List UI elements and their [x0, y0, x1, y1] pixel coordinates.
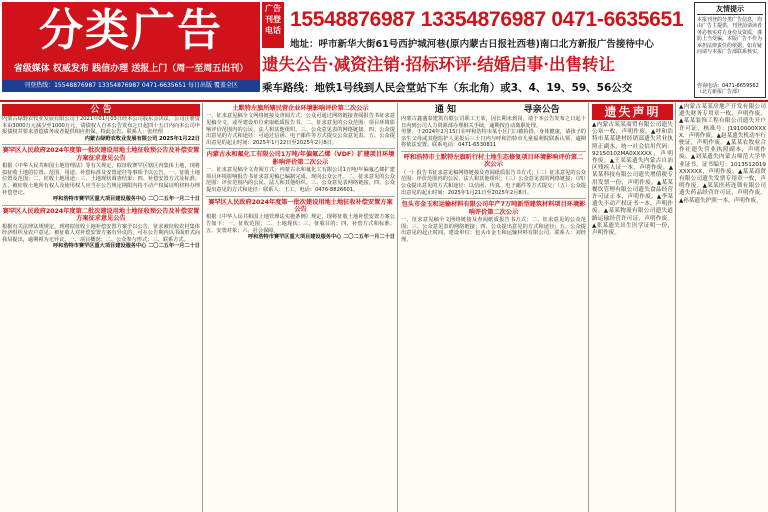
lost-notices-text: ▲内蒙古某某房地产开发有限公司遗失财务专用章一枚，声明作废。▲某某装饰工程有限公司遗失开户许可证，核准号：J1910000XXXX，声明作废。▲赵某遗失机动车行驶证，声明作废。▲某某农牧业合作社遗失营业执照副本，声明作废。▲刘某遗失内蒙古师范大学毕业证书，证书编号：1013512019XXXXXX，声明作废。▲某某商贸有限公司遗失发票专用章一枚，声明作废。▲某某医药连锁有限公司遗失药品经营许可证，声明作废。▲孙某遗失护照一本，声明作废。	[679, 104, 766, 204]
column-3-heads	[401, 104, 586, 116]
transit-route: 乘车路线：地铁1号线到人民会堂站下车（东北角）或3、4、19、59、56公交	[262, 82, 633, 94]
friendly-tip-box	[694, 2, 766, 98]
notice-title: 赛罕区人民政府2024年度第二批次建设用地土地征收预公告及补偿安置方案征求意见公告	[2, 207, 200, 223]
column-2	[204, 103, 398, 512]
section-head-announcement: 公 告	[2, 104, 200, 116]
masthead	[0, 0, 768, 100]
notice-title: 赛罕区人民政府2024年度第一批次建设用地土地征收预公告及补偿安置方案征求意见公告	[2, 147, 200, 162]
divider	[2, 144, 200, 145]
blue-info-strip: 刊登热线：15548876987 13354876987 0471-6635651 每日出版 覆盖全区	[2, 80, 260, 92]
tip-footer: 咨询电话：0471-6659562（北方新报广告部）	[697, 83, 759, 95]
notice-text: 根据《中华人民共和国土地管理法》等有关规定，拟征收赛罕区辖区内集体土地，现将拟征收土地的位置、范围、用途、补偿标准及安置途径等事项予以公告。一、征收土地位置及范围；二、征收土地用途；三、土地现状调查结果；四、补偿安置方式及标准；五、被征收土地所有权人及使用权人应当在公告规定期限内持不动产权属证明材料办理补偿登记。	[2, 163, 200, 196]
notice-text: （一）报告书征求意见稿网络链接及查阅纸质报告书方式；（二）征求意见的公众范围：评价范围内的公民、法人和其他组织；（三）公众意见表的网络链接；（四）公众提出意见的方式和途径：以信函、传真、电子邮件等方式提交；（五）公众提出意见的起止时间：2025年1月21日至2025年2月8日。	[401, 169, 586, 196]
services-list: 遗失公告·减资注销·招标环评·结婚启事·出售转让	[262, 55, 615, 74]
phone-label: 广告刊登电话	[262, 2, 284, 48]
notice-title: 呼和浩特市土默特左旗昕行村土地生态修复项目环境影响评价第二次公示	[403, 153, 584, 169]
notice-signature: 呼和浩特市赛罕区重大项目建设服务中心 二〇二五年一月二十日	[52, 243, 200, 250]
divider	[2, 205, 200, 206]
notice-text: 根据有关法律法规规定，现将拟征收土地补偿安置方案予以公告，征求被征收农村集体经济组织及农户意见。被征收人对补偿安置方案有异议的，可在公告期内以书面形式向我局提出，逾期视为无异议。一、项目概况；二、公众参与形式；三、联系方式。	[2, 223, 200, 243]
notice-title: 内蒙古永和氟化工有限公司1万吨/年偏氟乙烯（VDF）扩建项目环境影响评价第二次公示	[206, 151, 395, 166]
section-head-family-search: 寻亲公告	[523, 105, 560, 115]
address: 地址：呼市新华大街61号西护城河巷(原内蒙古日报社西巷)南口北方新报广告接待中心	[290, 39, 654, 50]
column-3	[399, 103, 589, 512]
notice-text: 内蒙古鑫盛泰建筑有限公司职工王某，因长期未到岗，请于本公告发布之日起十日内到公司人力资源部办理相关手续，逾期按自动离职处理。	[401, 116, 586, 129]
notice-text: 根据《中华人民共和国土地管理法实施条例》规定，现将征收土地补偿安置方案公告如下：一、征收范围；二、土地现状；三、征收目的；四、补偿方式和标准；五、安置对象；六、社会保障。	[206, 214, 395, 234]
column-1	[0, 103, 203, 512]
notice-signature: 内蒙古绿野农牧业发展有限公司 2025年1月22日	[84, 135, 200, 142]
page-title: 分类广告	[39, 5, 223, 56]
notice-text: 内蒙古绿野农牧业发展有限公司于2021年01月03日经本公司股东会决议，公司注册资本由3000万元减少至1000万元，请债权人自本公告发布之日起四十五日内向本公司申报债权并要求清偿债务或者提供相应担保。特此公告。联系人：张经理	[2, 116, 200, 136]
notice-text: 一、征求意见稿全文网络链接及查阅纸质报告书方式；二、征求意见的公众范围；三、公众意见表的网络链接；四、公众提出意见的方式和途径；五、公众提出意见的起止时间。建设单位：包头市金玉和运输材料有限公司，联系人：刘经理。	[401, 216, 586, 243]
notice-text: 一、征求意见稿全文查阅方式：内蒙古永和氟化工有限公司1万吨/年偏氟乙烯扩建项目环境影响报告书征求意见稿已编制完成，现向公众公开。二、征求意见的公众范围：评价范围内的公民、法人和其他组织。三、公众意见表网络链接。四、公众提出意见的方式和途径：联系人：王工，电话：0476-8826601。	[206, 167, 395, 193]
divider	[206, 148, 395, 149]
notice-signature: 呼和浩特市赛罕区重大项目建设服务中心 二〇二五年一月二十日	[52, 196, 200, 203]
section-head-lost-declaration: 遗失声明	[592, 104, 673, 120]
tip-title: 友情提示	[697, 5, 763, 15]
phone-numbers: 15548876987 13354876987 0471-6635651	[290, 8, 684, 31]
divider	[401, 198, 586, 199]
header-divider	[0, 100, 768, 102]
column-5	[677, 103, 768, 512]
logo-block	[2, 2, 260, 80]
logo-subtitle: 省级媒体 权威发布 践信办理 送报上门（周一至周五出刊）	[13, 64, 249, 74]
divider	[401, 151, 586, 152]
notice-text: 男婴，于2024年2月15日在呼和浩特市某小区门口被捡拾，身体健康，请孩子的亲生父母或其他监护人见报后三十日内与呼和浩特市儿童福利院联系认领，逾期将依法安置。联系电话：0471-6530811	[401, 129, 586, 149]
column-4	[590, 103, 676, 512]
tip-text: 本报刊登的分类广告信息，均由广告主提供，刊登前请读者务必核实对方身份及资质，谨防上当受骗。本版广告不作为承担法律责任的依据。如有疑问请与本报广告部联系核实。	[697, 17, 763, 56]
notice-title: 土默特左旗所辖民营企业环境影响评价第二次公示	[232, 105, 369, 112]
notice-title: 包头市金玉和运输材料有限公司年产7万吨新型建筑材料项目环境影响评价第二次公示	[401, 201, 586, 216]
lost-notices-text: ▲内蒙古某某商贸有限公司遗失公章一枚，声明作废。▲呼和浩特市某某建材经销部遗失营业执照正副本，统一社会信用代码：92150102MA0XXXXX，声明作废。▲王某某遗失内蒙古自治区残疾人证一本，声明作废。▲某某科技有限公司遗失增值税专用发票一份，声明作废。▲某某餐饮管理有限公司遗失食品经营许可证正本，声明作废。▲李某遗失不动产权证书一本，声明作废。▲某某物流有限公司遗失道路运输经营许可证，声明作废。▲张某遗失出生医学证明一份，声明作废。	[592, 122, 673, 237]
notice-text: 一、征求意见稿全文网络链接及查阅方式：公众可通过网络链接查阅报告书征求意见稿全文，或至建设单位索取纸质报告书。二、征求意见的公众范围：项目环境影响评价范围内的公民、法人和其他组织。三、公众意见表的网络链接。四、公众提出意见的方式和途径：可通过信函、电子邮件等方式提交公众意见表。五、公众提出意见的起止时间：2025年1月22日至2025年2月8日。	[206, 113, 395, 146]
divider	[206, 196, 395, 197]
notice-signature: 呼和浩特市赛罕区重大项目建设服务中心 二〇二五年一月二十日	[247, 234, 395, 241]
section-head-notice: 通 知	[434, 105, 456, 115]
notice-title: 赛罕区人民政府2024年度第一批次建设用地土地征收补偿安置方案公告	[208, 198, 393, 213]
